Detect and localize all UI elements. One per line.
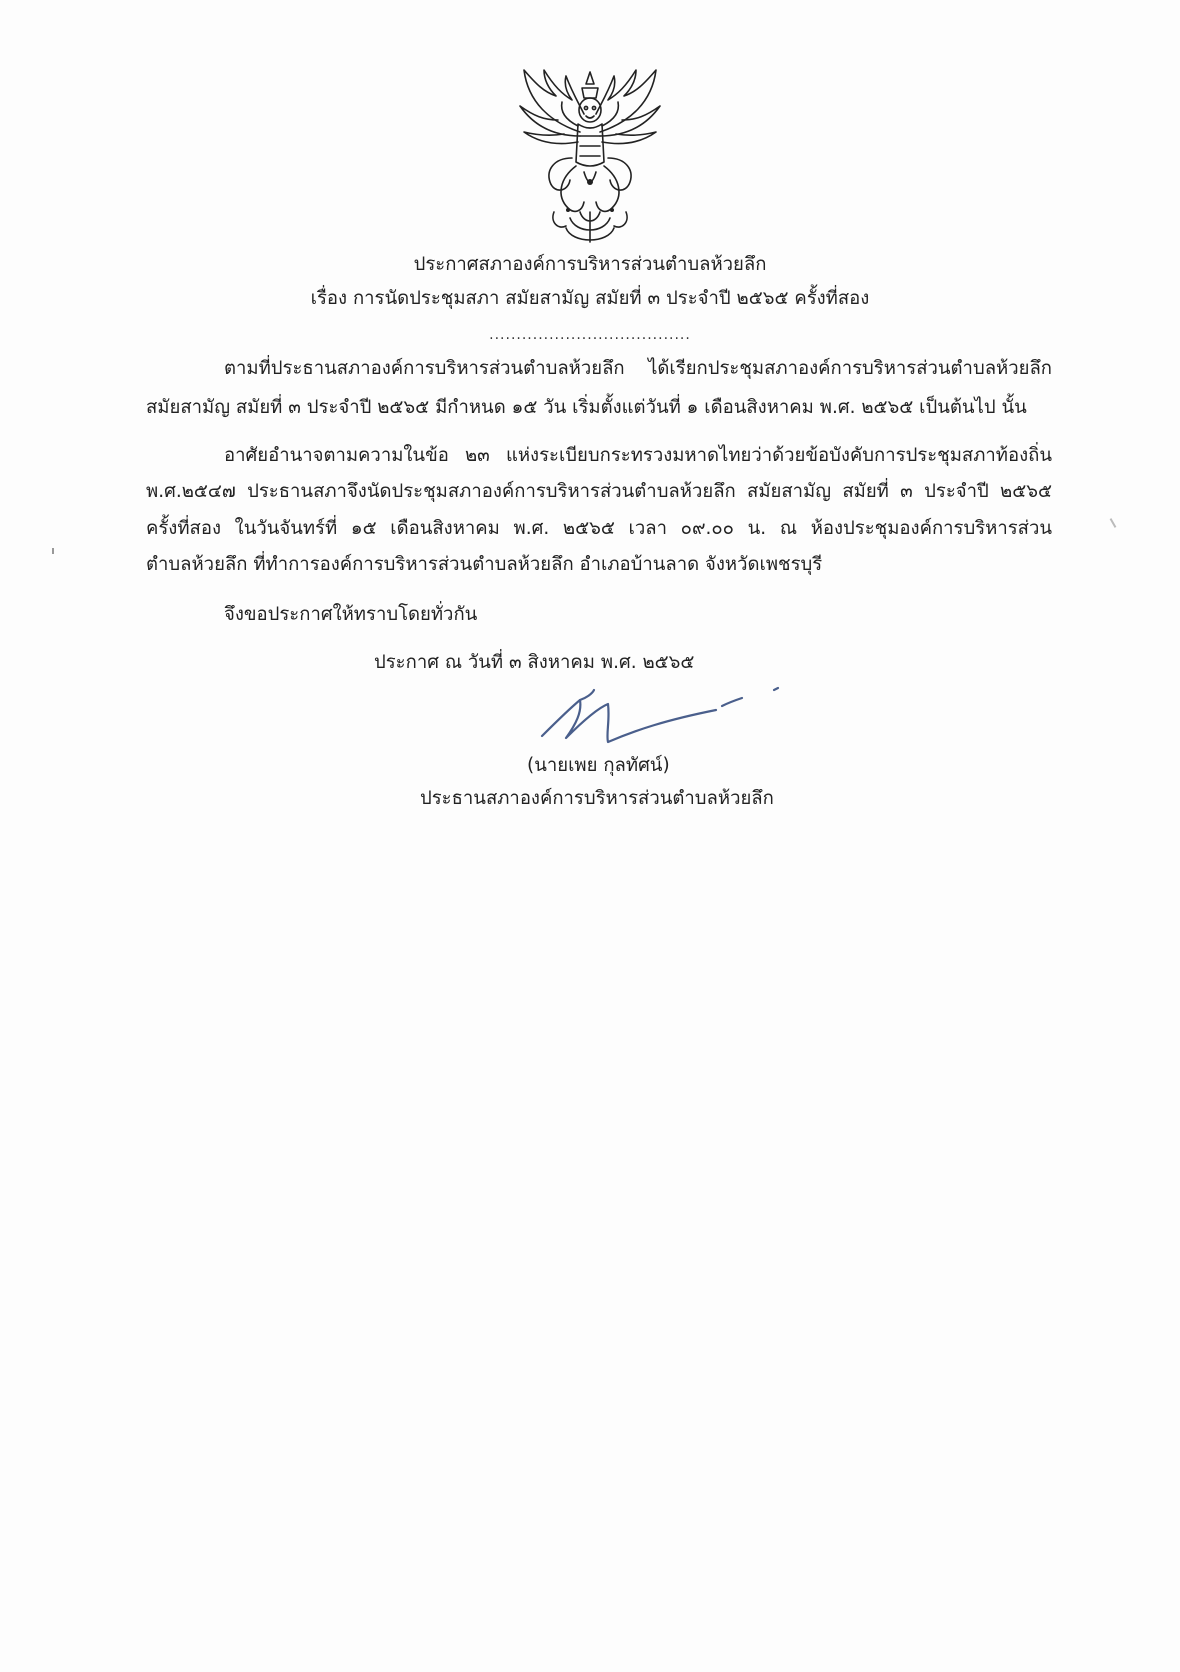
paragraph2-line3: ครั้งที่สอง ในวันจันทร์ที่ ๑๕ เดือนสิงหาคม พ.ศ. ๒๕๖๕ เวลา ๐๙.๐๐ น. ณ ห้องประชุมองค์การบริหารส่วน <box>146 518 1052 539</box>
paragraph1-line1: ตามที่ประธานสภาองค์การบริหารส่วนตำบลห้วยลึก ได้เรียกประชุมสภาองค์การบริหารส่วนตำบลห้วยลึก <box>224 358 1052 379</box>
paragraph1-line2: สมัยสามัญ สมัยที่ ๓ ประจำปี ๒๕๖๕ มีกำหนด ๑๕ วัน เริ่มตั้งแต่วันที่ ๑ เดือนสิงหาคม พ.ศ. ๒๕๖๕ เป็นต้นไป นั้น <box>146 397 1027 418</box>
announcement-date: ประกาศ ณ วันที่ ๓ สิงหาคม พ.ศ. ๒๕๖๕ <box>374 652 695 673</box>
document-subject: เรื่อง การนัดประชุมสภา สมัยสามัญ สมัยที่ ๓ ประจำปี ๒๕๖๕ ครั้งที่สอง <box>310 288 870 309</box>
scan-mark <box>52 548 54 554</box>
title-separator: ..................................... <box>489 327 691 343</box>
document-title: ประกาศสภาองค์การบริหารส่วนตำบลห้วยลึก <box>413 254 767 275</box>
handwritten-signature-icon <box>536 680 796 760</box>
paragraph2-line2: พ.ศ.๒๕๔๗ ประธานสภาจึงนัดประชุมสภาองค์การบริหารส่วนตำบลห้วยลึก สมัยสามัญ สมัยที่ ๓ ประจำปี ๒๕๖๕ <box>146 481 1052 502</box>
closing-statement: จึงขอประกาศให้ทราบโดยทั่วกัน <box>224 604 478 625</box>
paragraph2-line1: อาศัยอำนาจตามความในข้อ ๒๓ แห่งระเบียบกระทรวงมหาดไทยว่าด้วยข้อบังคับการประชุมสภาท้องถิ่น <box>224 445 1052 466</box>
paragraph2-line4: ตำบลห้วยลึก ที่ทำการองค์การบริหารส่วนตำบลห้วยลึก อำเภอบ้านลาด จังหวัดเพชรบุรี <box>146 554 823 575</box>
signatory-name: (นายเพย กุลทัศน์) <box>527 755 670 776</box>
scan-mark <box>1110 518 1117 528</box>
garuda-emblem-icon <box>510 62 670 247</box>
signatory-position: ประธานสภาองค์การบริหารส่วนตำบลห้วยลึก <box>420 788 774 809</box>
